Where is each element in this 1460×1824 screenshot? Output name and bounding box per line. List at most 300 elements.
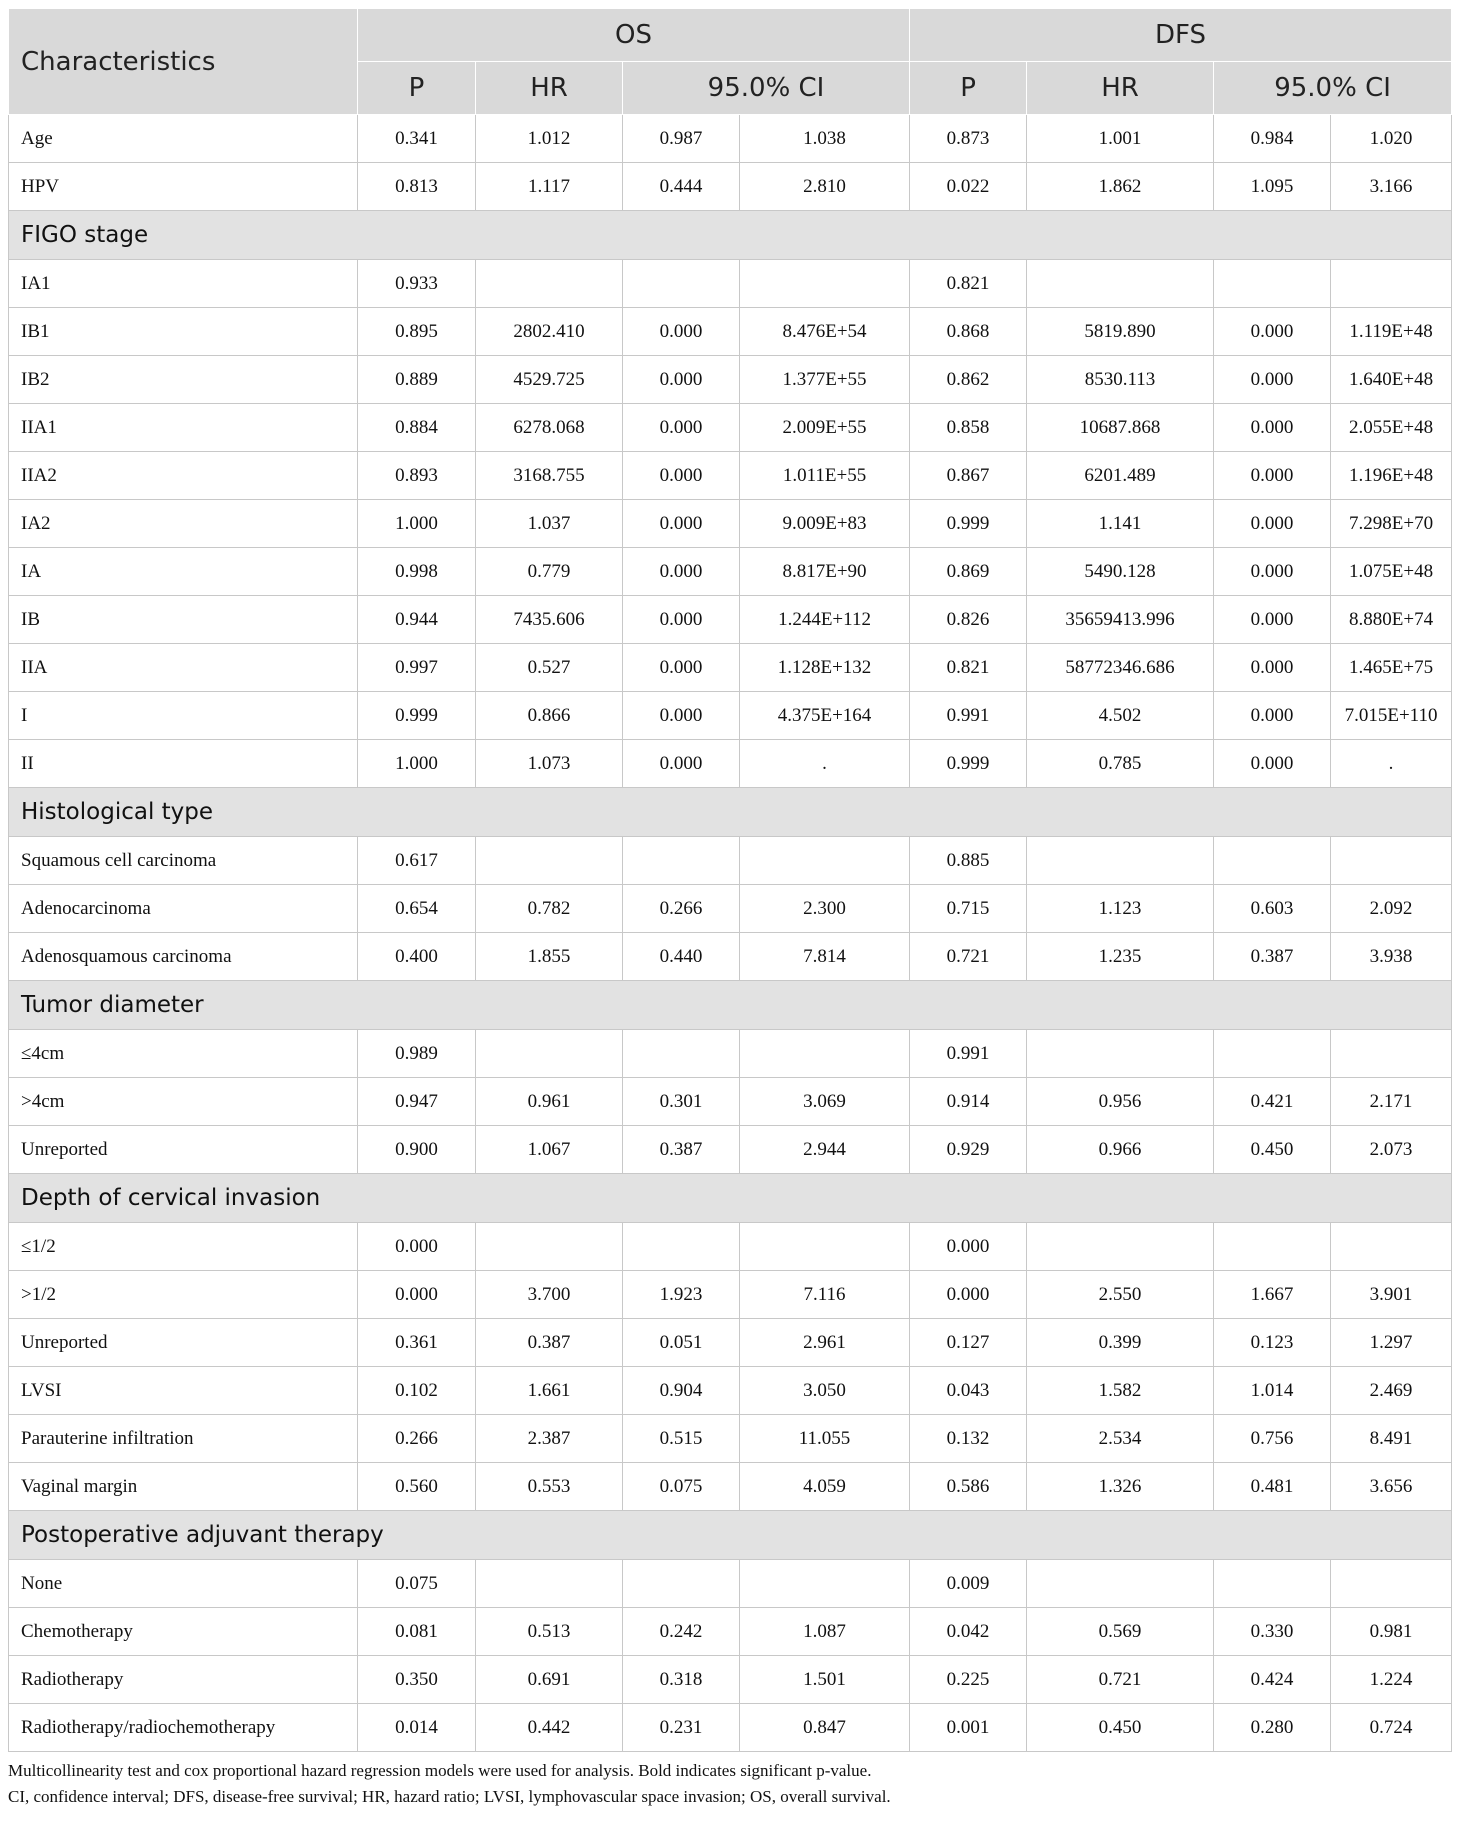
table-row	[9, 308, 1452, 356]
table-cell: 0.102	[358, 1367, 476, 1415]
row-label: IIA1	[9, 404, 358, 452]
table-cell	[1331, 1030, 1452, 1078]
table-cell	[1214, 1223, 1331, 1271]
table-cell	[623, 260, 740, 308]
table-row	[9, 260, 1452, 308]
table-cell: 0.000	[1214, 596, 1331, 644]
table-row	[9, 500, 1452, 548]
table-cell: 0.826	[910, 596, 1027, 644]
table-cell: 1.196E+48	[1331, 452, 1452, 500]
table-cell: 0.721	[1027, 1656, 1214, 1704]
table-cell: 3.656	[1331, 1463, 1452, 1511]
table-cell: 0.001	[910, 1704, 1027, 1752]
table-row	[9, 1656, 1452, 1704]
header-group-dfs: DFS	[910, 9, 1452, 62]
table-cell: 1.001	[1027, 115, 1214, 163]
table-cell: 0.450	[1214, 1126, 1331, 1174]
table-cell: 1.095	[1214, 163, 1331, 211]
table-cell: 0.000	[623, 452, 740, 500]
table-cell: 2.092	[1331, 885, 1452, 933]
table-cell: 2.387	[476, 1415, 623, 1463]
header-os-hr: HR	[476, 62, 623, 115]
table-cell: 0.440	[623, 933, 740, 981]
table-cell	[623, 1223, 740, 1271]
row-label: Vaginal margin	[9, 1463, 358, 1511]
table-cell: 0.000	[358, 1271, 476, 1319]
table-cell: 1.377E+55	[740, 356, 910, 404]
table-cell: 1.119E+48	[1331, 308, 1452, 356]
table-cell: 0.813	[358, 163, 476, 211]
table-cell: 0.075	[358, 1560, 476, 1608]
table-header	[9, 9, 1452, 115]
table-cell: 0.000	[1214, 500, 1331, 548]
row-label: None	[9, 1560, 358, 1608]
table-cell: 7.015E+110	[1331, 692, 1452, 740]
table-cell: 0.895	[358, 308, 476, 356]
table-cell: 0.900	[358, 1126, 476, 1174]
table-cell	[476, 837, 623, 885]
table-cell: 0.944	[358, 596, 476, 644]
table-cell: 0.991	[910, 692, 1027, 740]
section-label: Depth of cervical invasion	[9, 1174, 1452, 1223]
table-cell: 8.817E+90	[740, 548, 910, 596]
section-label: Histological type	[9, 788, 1452, 837]
table-cell: 0.779	[476, 548, 623, 596]
table-cell: 8.476E+54	[740, 308, 910, 356]
row-label: Chemotherapy	[9, 1608, 358, 1656]
results-table	[8, 8, 1452, 1752]
table-cell: 0.885	[910, 837, 1027, 885]
table-cell	[1331, 1223, 1452, 1271]
table-cell: 0.984	[1214, 115, 1331, 163]
table-cell: 1.000	[358, 500, 476, 548]
row-label: IA1	[9, 260, 358, 308]
table-cell: 0.821	[910, 644, 1027, 692]
table-cell: 0.515	[623, 1415, 740, 1463]
table-cell: 3.901	[1331, 1271, 1452, 1319]
table-cell: 0.127	[910, 1319, 1027, 1367]
table-cell: 0.481	[1214, 1463, 1331, 1511]
table-cell: 0.450	[1027, 1704, 1214, 1752]
table-row	[9, 692, 1452, 740]
table-row	[9, 596, 1452, 644]
table-cell: 2.009E+55	[740, 404, 910, 452]
table-cell: 0.361	[358, 1319, 476, 1367]
table-cell: 0.569	[1027, 1608, 1214, 1656]
table-cell: 0.000	[623, 644, 740, 692]
table-cell: 0.603	[1214, 885, 1331, 933]
table-cell: 0.042	[910, 1608, 1027, 1656]
table-cell: 1.000	[358, 740, 476, 788]
table-cell	[623, 1560, 740, 1608]
table-cell: 2802.410	[476, 308, 623, 356]
table-cell: 0.387	[1214, 933, 1331, 981]
table-cell: 1.123	[1027, 885, 1214, 933]
row-label: Unreported	[9, 1126, 358, 1174]
table-cell: 0.000	[1214, 692, 1331, 740]
table-cell	[1214, 1030, 1331, 1078]
table-cell: 3.700	[476, 1271, 623, 1319]
table-row	[9, 1030, 1452, 1078]
table-cell: 0.387	[476, 1319, 623, 1367]
table-row	[9, 356, 1452, 404]
table-cell: 0.869	[910, 548, 1027, 596]
table-cell: 7.116	[740, 1271, 910, 1319]
table-cell: 0.933	[358, 260, 476, 308]
table-row	[9, 1271, 1452, 1319]
table-cell: 0.000	[1214, 452, 1331, 500]
table-cell	[476, 1223, 623, 1271]
table-cell: 1.855	[476, 933, 623, 981]
table-cell: 2.171	[1331, 1078, 1452, 1126]
table-cell: 0.014	[358, 1704, 476, 1752]
table-cell: 0.756	[1214, 1415, 1331, 1463]
row-label: II	[9, 740, 358, 788]
table-cell: 0.000	[623, 692, 740, 740]
table-cell: 0.022	[910, 163, 1027, 211]
table-cell: 0.889	[358, 356, 476, 404]
table-row	[9, 1608, 1452, 1656]
table-cell: 0.999	[910, 500, 1027, 548]
table-cell: 0.399	[1027, 1319, 1214, 1367]
table-cell: .	[1331, 740, 1452, 788]
table-cell: 0.999	[358, 692, 476, 740]
table-cell: 0.242	[623, 1608, 740, 1656]
row-label: IA2	[9, 500, 358, 548]
table-cell: 4.059	[740, 1463, 910, 1511]
table-cell: 1.117	[476, 163, 623, 211]
table-cell: 1.020	[1331, 115, 1452, 163]
table-cell: 0.132	[910, 1415, 1027, 1463]
footnote-methods: Multicollinearity test and cox proportional hazard regression models were used for analysis. Bold indicates significant p-value.	[8, 1761, 872, 1780]
table-cell: 1.011E+55	[740, 452, 910, 500]
table-cell: 0.981	[1331, 1608, 1452, 1656]
table-cell: 0.301	[623, 1078, 740, 1126]
table-cell: 0.998	[358, 548, 476, 596]
row-label: I	[9, 692, 358, 740]
table-cell	[1214, 260, 1331, 308]
table-cell: 0.884	[358, 404, 476, 452]
table-cell: 3.166	[1331, 163, 1452, 211]
table-cell: 2.810	[740, 163, 910, 211]
table-cell: 0.961	[476, 1078, 623, 1126]
table-cell: 0.654	[358, 885, 476, 933]
table-cell: 0.724	[1331, 1704, 1452, 1752]
table-cell: 2.550	[1027, 1271, 1214, 1319]
row-label: Radiotherapy/radiochemotherapy	[9, 1704, 358, 1752]
table-cell: 1.067	[476, 1126, 623, 1174]
header-os-ci: 95.0% CI	[623, 62, 910, 115]
table-cell: 0.000	[1214, 548, 1331, 596]
table-cell: 0.893	[358, 452, 476, 500]
table-cell: 7435.606	[476, 596, 623, 644]
table-cell: 1.224	[1331, 1656, 1452, 1704]
table-cell: 0.444	[623, 163, 740, 211]
table-cell: 1.014	[1214, 1367, 1331, 1415]
table-cell: 0.000	[358, 1223, 476, 1271]
table-cell: 0.821	[910, 260, 1027, 308]
table-cell: 0.904	[623, 1367, 740, 1415]
table-cell: 0.914	[910, 1078, 1027, 1126]
table-cell: 0.341	[358, 115, 476, 163]
section-label: Postoperative adjuvant therapy	[9, 1511, 1452, 1560]
table-cell: 0.553	[476, 1463, 623, 1511]
table-cell: 0.266	[623, 885, 740, 933]
table-cell: 58772346.686	[1027, 644, 1214, 692]
row-label: Adenocarcinoma	[9, 885, 358, 933]
table-cell	[1214, 837, 1331, 885]
table-cell	[476, 1030, 623, 1078]
table-cell	[740, 1560, 910, 1608]
row-label: Parauterine infiltration	[9, 1415, 358, 1463]
table-cell: 0.009	[910, 1560, 1027, 1608]
table-cell: 0.000	[1214, 404, 1331, 452]
table-cell: 4.375E+164	[740, 692, 910, 740]
table-cell: 0.997	[358, 644, 476, 692]
table-cell	[740, 837, 910, 885]
table-cell: 0.075	[623, 1463, 740, 1511]
table-cell: 0.991	[910, 1030, 1027, 1078]
table-cell	[740, 260, 910, 308]
table-cell: 0.000	[623, 308, 740, 356]
table-cell: 7.814	[740, 933, 910, 981]
table-cell: 2.073	[1331, 1126, 1452, 1174]
table-cell: 3.069	[740, 1078, 910, 1126]
table-cell: 0.785	[1027, 740, 1214, 788]
table-cell: 0.000	[623, 356, 740, 404]
table-row	[9, 163, 1452, 211]
row-label: IB	[9, 596, 358, 644]
table-cell: 0.858	[910, 404, 1027, 452]
row-label: Radiotherapy	[9, 1656, 358, 1704]
row-label: >4cm	[9, 1078, 358, 1126]
table-cell	[740, 1030, 910, 1078]
table-cell: 0.000	[623, 596, 740, 644]
table-cell: 0.989	[358, 1030, 476, 1078]
table-cell	[1027, 1030, 1214, 1078]
table-row	[9, 933, 1452, 981]
section-row	[9, 981, 1452, 1030]
table-cell: 0.318	[623, 1656, 740, 1704]
table-cell: 5490.128	[1027, 548, 1214, 596]
table-cell: 2.300	[740, 885, 910, 933]
table-cell: 0.000	[623, 548, 740, 596]
table-row	[9, 404, 1452, 452]
table-cell: 8.491	[1331, 1415, 1452, 1463]
table-cell: 0.715	[910, 885, 1027, 933]
table-cell: 2.961	[740, 1319, 910, 1367]
row-label: ≤4cm	[9, 1030, 358, 1078]
table-cell: 2.944	[740, 1126, 910, 1174]
row-label: Unreported	[9, 1319, 358, 1367]
table-cell: 0.691	[476, 1656, 623, 1704]
table-row	[9, 740, 1452, 788]
table-cell: 2.534	[1027, 1415, 1214, 1463]
table-row	[9, 1126, 1452, 1174]
table-cell	[476, 1560, 623, 1608]
section-row	[9, 211, 1452, 260]
table-cell: 9.009E+83	[740, 500, 910, 548]
table-row	[9, 1078, 1452, 1126]
section-label: FIGO stage	[9, 211, 1452, 260]
table-cell: 0.000	[1214, 308, 1331, 356]
row-label: ≤1/2	[9, 1223, 358, 1271]
table-cell: 0.231	[623, 1704, 740, 1752]
header-dfs-p: P	[910, 62, 1027, 115]
header-characteristics: Characteristics	[9, 9, 358, 115]
table-cell: 0.586	[910, 1463, 1027, 1511]
table-row	[9, 1463, 1452, 1511]
table-cell: 1.073	[476, 740, 623, 788]
table-container	[8, 8, 1451, 1810]
table-cell: 3168.755	[476, 452, 623, 500]
row-label: >1/2	[9, 1271, 358, 1319]
table-cell: 0.387	[623, 1126, 740, 1174]
table-cell: 1.582	[1027, 1367, 1214, 1415]
header-os-p: P	[358, 62, 476, 115]
table-cell: 0.782	[476, 885, 623, 933]
table-row	[9, 548, 1452, 596]
table-cell: 0.081	[358, 1608, 476, 1656]
table-cell: 1.128E+132	[740, 644, 910, 692]
table-cell: 0.987	[623, 115, 740, 163]
table-cell: 0.867	[910, 452, 1027, 500]
table-cell: 0.000	[623, 740, 740, 788]
section-row	[9, 1511, 1452, 1560]
table-cell: 0.442	[476, 1704, 623, 1752]
table-cell: 0.000	[1214, 740, 1331, 788]
row-label: IIA	[9, 644, 358, 692]
table-cell: 0.000	[623, 500, 740, 548]
table-cell: 0.000	[910, 1223, 1027, 1271]
table-cell: 0.617	[358, 837, 476, 885]
table-cell: 1.087	[740, 1608, 910, 1656]
table-row	[9, 837, 1452, 885]
table-cell: 8530.113	[1027, 356, 1214, 404]
table-cell: 0.966	[1027, 1126, 1214, 1174]
table-cell: 2.055E+48	[1331, 404, 1452, 452]
table-cell	[1027, 1560, 1214, 1608]
table-cell: 0.527	[476, 644, 623, 692]
table-cell: 0.421	[1214, 1078, 1331, 1126]
row-label: HPV	[9, 163, 358, 211]
table-cell: 0.873	[910, 115, 1027, 163]
table-cell: 0.721	[910, 933, 1027, 981]
table-cell: 0.868	[910, 308, 1027, 356]
table-cell	[1214, 1560, 1331, 1608]
table-cell: 0.424	[1214, 1656, 1331, 1704]
table-row	[9, 1367, 1452, 1415]
table-cell: 3.050	[740, 1367, 910, 1415]
table-cell: 6278.068	[476, 404, 623, 452]
table-cell	[1027, 837, 1214, 885]
row-label: IIA2	[9, 452, 358, 500]
table-row	[9, 885, 1452, 933]
table-cell: 0.266	[358, 1415, 476, 1463]
table-row	[9, 1223, 1452, 1271]
table-cell: 0.513	[476, 1608, 623, 1656]
table-cell: 0.000	[1214, 356, 1331, 404]
table-cell: 0.999	[910, 740, 1027, 788]
table-cell: 1.038	[740, 115, 910, 163]
table-cell: 11.055	[740, 1415, 910, 1463]
table-cell: 0.560	[358, 1463, 476, 1511]
table-cell: 0.000	[1214, 644, 1331, 692]
table-cell: 1.501	[740, 1656, 910, 1704]
table-footnotes	[8, 1758, 1451, 1810]
table-cell: 0.866	[476, 692, 623, 740]
table-cell	[623, 1030, 740, 1078]
table-cell: 0.225	[910, 1656, 1027, 1704]
table-cell: 0.330	[1214, 1608, 1331, 1656]
table-cell	[623, 837, 740, 885]
table-cell: 4.502	[1027, 692, 1214, 740]
table-cell: 0.123	[1214, 1319, 1331, 1367]
row-label: Age	[9, 115, 358, 163]
table-cell: 1.075E+48	[1331, 548, 1452, 596]
table-row	[9, 1704, 1452, 1752]
section-label: Tumor diameter	[9, 981, 1452, 1030]
table-cell: 0.051	[623, 1319, 740, 1367]
table-cell: 1.326	[1027, 1463, 1214, 1511]
table-cell: 1.640E+48	[1331, 356, 1452, 404]
table-cell: 4529.725	[476, 356, 623, 404]
footnote-abbreviations: CI, confidence interval; DFS, disease-free survival; HR, hazard ratio; LVSI, lymphovascular space invasion; OS, overall survival.	[8, 1787, 891, 1806]
row-label: Squamous cell carcinoma	[9, 837, 358, 885]
table-cell: 1.235	[1027, 933, 1214, 981]
table-cell	[1331, 1560, 1452, 1608]
table-row	[9, 452, 1452, 500]
table-cell: 0.862	[910, 356, 1027, 404]
table-cell: 7.298E+70	[1331, 500, 1452, 548]
table-row	[9, 1319, 1452, 1367]
table-cell	[1027, 1223, 1214, 1271]
table-cell: 0.350	[358, 1656, 476, 1704]
section-row	[9, 1174, 1452, 1223]
table-cell: 1.661	[476, 1367, 623, 1415]
table-row	[9, 644, 1452, 692]
table-cell: 0.000	[910, 1271, 1027, 1319]
table-cell: 1.141	[1027, 500, 1214, 548]
table-cell: 1.297	[1331, 1319, 1452, 1367]
table-row	[9, 1415, 1452, 1463]
table-row	[9, 1560, 1452, 1608]
table-cell: 1.037	[476, 500, 623, 548]
table-cell: 8.880E+74	[1331, 596, 1452, 644]
table-cell: 0.280	[1214, 1704, 1331, 1752]
table-cell: 0.847	[740, 1704, 910, 1752]
table-cell: 1.244E+112	[740, 596, 910, 644]
table-cell: 0.929	[910, 1126, 1027, 1174]
table-cell	[476, 260, 623, 308]
table-cell	[740, 1223, 910, 1271]
table-cell	[1027, 260, 1214, 308]
table-cell	[1331, 260, 1452, 308]
table-cell: 1.862	[1027, 163, 1214, 211]
header-dfs-ci: 95.0% CI	[1214, 62, 1452, 115]
table-cell: 5819.890	[1027, 308, 1214, 356]
row-label: IA	[9, 548, 358, 596]
table-cell: 10687.868	[1027, 404, 1214, 452]
row-label: Adenosquamous carcinoma	[9, 933, 358, 981]
table-cell: 0.043	[910, 1367, 1027, 1415]
table-cell: 6201.489	[1027, 452, 1214, 500]
table-row	[9, 115, 1452, 163]
table-cell: .	[740, 740, 910, 788]
table-cell: 2.469	[1331, 1367, 1452, 1415]
table-cell: 1.012	[476, 115, 623, 163]
table-cell: 3.938	[1331, 933, 1452, 981]
